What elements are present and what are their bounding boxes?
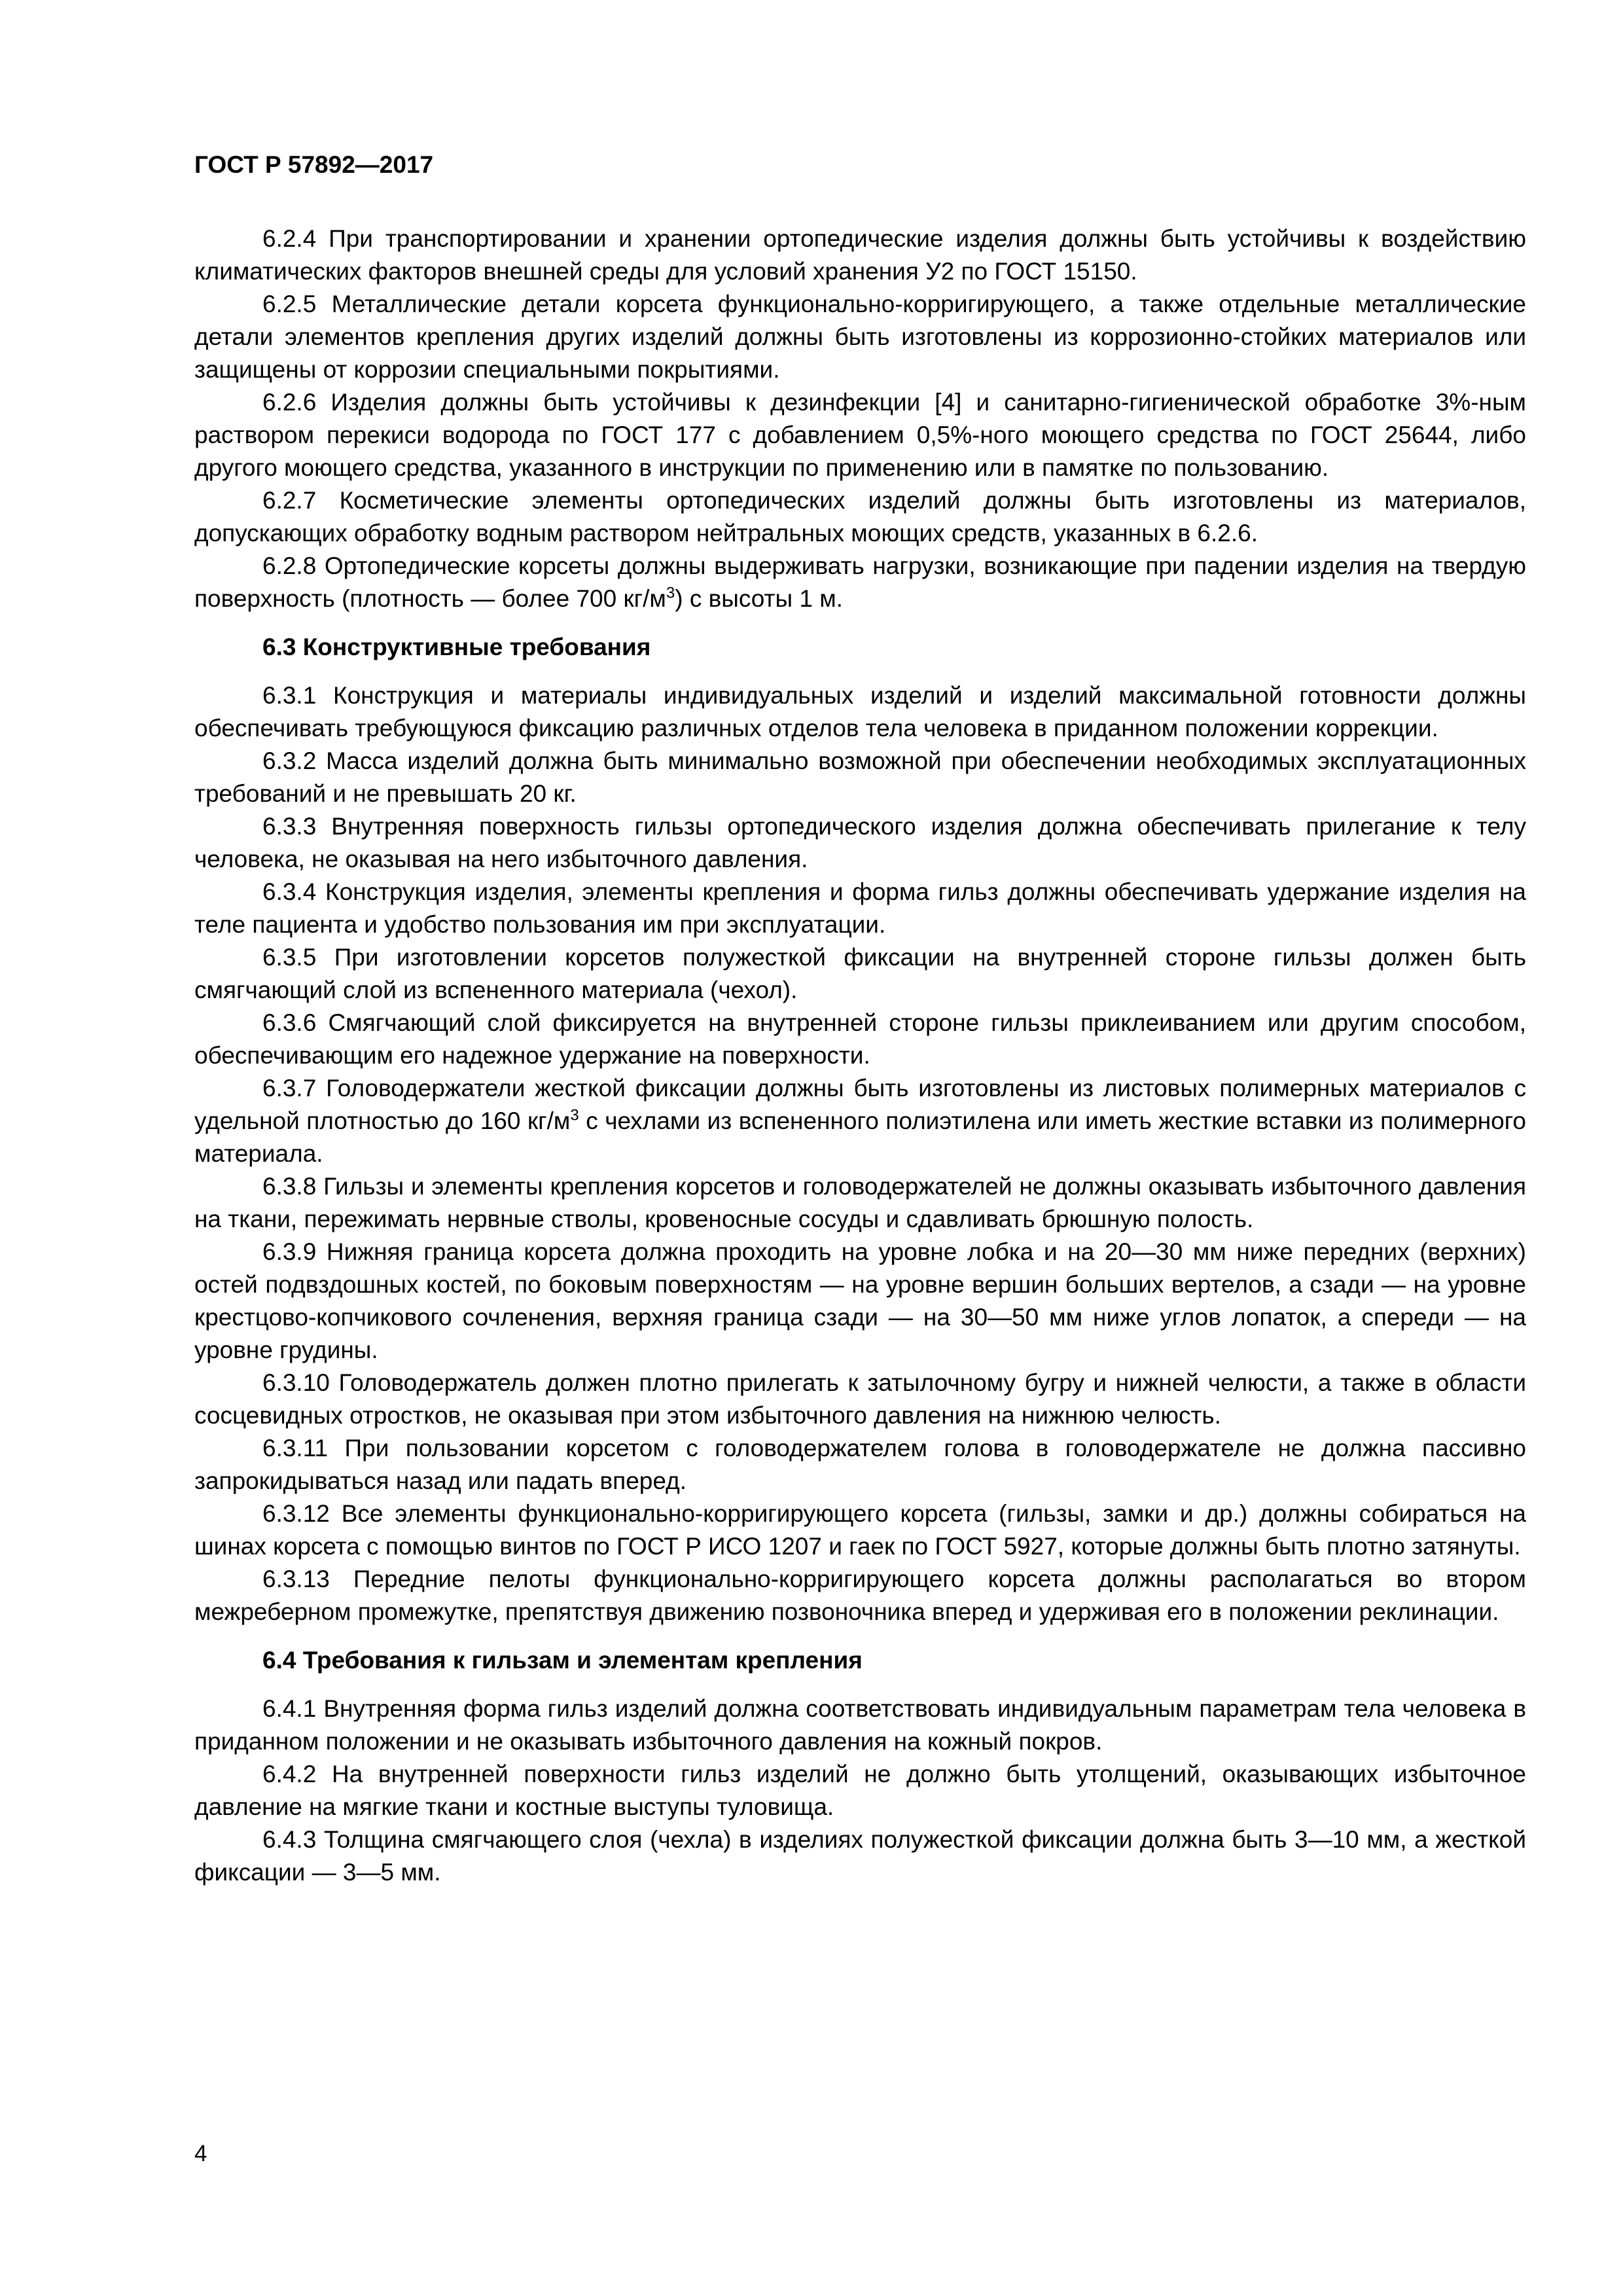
paragraph-6-3-13: 6.3.13 Передние пелоты функционально-корригирующего корсета должны располагаться во втором межреберном промежутке, препятствуя движению позвоночника вперед и удерживая его в положении реклинации. xyxy=(194,1566,1526,1625)
paragraph-6-3-7 xyxy=(194,1072,1526,1170)
paragraph-text: ) с высоты 1 м. xyxy=(675,585,843,612)
paragraph-6-3-11: 6.3.11 При пользовании корсетом с головодержателем голова в головодержателе не должна пассивно запрокидываться назад или падать вперед. xyxy=(194,1435,1526,1494)
paragraph-6-4-2: 6.4.2 На внутренней поверхности гильз изделий не должно быть утолщений, оказывающих избыточное давление на мягкие ткани и костные выступы туловища. xyxy=(194,1761,1526,1820)
paragraph-6-3-3: 6.3.3 Внутренняя поверхность гильзы ортопедического изделия должна обеспечивать прилегание к телу человека, не оказывая на него избыточного давления. xyxy=(194,813,1526,872)
paragraph-6-3-10: 6.3.10 Головодержатель должен плотно прилегать к затылочному бугру и нижней челюсти, а также в области сосцевидных отростков, не оказывая при этом избыточного давления на нижнюю челюсть. xyxy=(194,1369,1526,1429)
paragraph-text: 6.3.7 Головодержатели жесткой фиксации должны быть изготовлены из листовых полимерных материалов с удельной плотностью до 160 кг/м xyxy=(194,1075,1526,1134)
paragraph-6-3-2: 6.3.2 Масса изделий должна быть минимально возможной при обеспечении необходимых эксплуатационных требований и не превышать 20 кг. xyxy=(194,747,1526,807)
document-body xyxy=(194,223,1526,1889)
page-number: 4 xyxy=(194,2141,207,2166)
paragraph-text: с чехлами из вспененного полиэтилена или иметь жесткие вставки из полимерного материала. xyxy=(194,1107,1526,1167)
paragraph-text: 6.2.8 Ортопедические корсеты должны выдерживать нагрузки, возникающие при падении изделия на твердую поверхность (плотность — более 700 кг/м xyxy=(194,552,1526,612)
standard-designation: ГОСТ Р 57892—2017 xyxy=(194,151,434,178)
paragraph-6-2-6: 6.2.6 Изделия должны быть устойчивы к дезинфекции [4] и санитарно-гигиенической обработке 3%-ным раствором перекиси водорода по ГОСТ 177 с добавлением 0,5%-ного моющего средства по ГОСТ 25644, либо другого моющего средства, указанного в инструкции по применению или в памятке по пользованию. xyxy=(194,389,1526,481)
paragraph-6-4-1: 6.4.1 Внутренняя форма гильз изделий должна соответствовать индивидуальным параметрам тела человека в приданном положении и не оказывать избыточного давления на кожный покров. xyxy=(194,1695,1526,1755)
section-heading-6-4: 6.4 Требования к гильзам и элементам крепления xyxy=(262,1647,863,1674)
paragraph-6-3-5: 6.3.5 При изготовлении корсетов полужесткой фиксации на внутренней стороне гильзы должен быть смягчающий слой из вспененного материала (чехол). xyxy=(194,944,1526,1003)
paragraph-6-3-6: 6.3.6 Смягчающий слой фиксируется на внутренней стороне гильзы приклеиванием или другим способом, обеспечивающим его надежное удержание на поверхности. xyxy=(194,1009,1526,1069)
paragraph-6-3-1: 6.3.1 Конструкция и материалы индивидуальных изделий и изделий максимальной готовности должны обеспечивать требующуюся фиксацию различных отделов тела человека в приданном положении коррекции. xyxy=(194,682,1526,742)
section-heading-6-3: 6.3 Конструктивные требования xyxy=(262,634,651,660)
paragraph-6-4-3: 6.4.3 Толщина смягчающего слоя (чехла) в изделиях полужесткой фиксации должна быть 3—10 мм, а жесткой фиксации — 3—5 мм. xyxy=(194,1826,1526,1886)
paragraph-6-2-5: 6.2.5 Металлические детали корсета функционально-корригирующего, а также отдельные металлические детали элементов крепления других изделий должны быть изготовлены из коррозионно-стойких материалов или защищены от коррозии специальными покрытиями. xyxy=(194,291,1526,383)
document-page xyxy=(194,149,1526,2231)
paragraph-6-2-8 xyxy=(194,550,1526,615)
paragraph-6-3-8: 6.3.8 Гильзы и элементы крепления корсетов и головодержателей не должны оказывать избыточного давления на ткани, пережимать нервные стволы, кровеносные сосуды и сдавливать брюшную полость. xyxy=(194,1173,1526,1232)
paragraph-6-2-7: 6.2.7 Косметические элементы ортопедических изделий должны быть изготовлены из материалов, допускающих обработку водным раствором нейтральных моющих средств, указанных в 6.2.6. xyxy=(194,487,1526,547)
paragraph-6-3-9: 6.3.9 Нижняя граница корсета должна проходить на уровне лобка и на 20—30 мм ниже передних (верхних) остей подвздошных костей, по боковым поверхностям — на уровне вершин больших вертелов, а сзади — на уровне крестцово-копчикового сочленения, верхняя граница сзади — на 30—50 мм ниже углов лопаток, а спереди — на уровне грудины. xyxy=(194,1238,1526,1363)
superscript: 3 xyxy=(666,584,675,602)
superscript: 3 xyxy=(570,1106,579,1124)
paragraph-6-3-12: 6.3.12 Все элементы функционально-корригирующего корсета (гильзы, замки и др.) должны собираться на шинах корсета с помощью винтов по ГОСТ Р ИСО 1207 и гаек по ГОСТ 5927, которые должны быть плотно затянуты. xyxy=(194,1500,1526,1560)
paragraph-6-3-4: 6.3.4 Конструкция изделия, элементы крепления и форма гильз должны обеспечивать удержание изделия на теле пациента и удобство пользования им при эксплуатации. xyxy=(194,878,1526,938)
paragraph-6-2-4: 6.2.4 При транспортировании и хранении ортопедические изделия должны быть устойчивы к воздействию климатических факторов внешней среды для условий хранения У2 по ГОСТ 15150. xyxy=(194,225,1526,285)
